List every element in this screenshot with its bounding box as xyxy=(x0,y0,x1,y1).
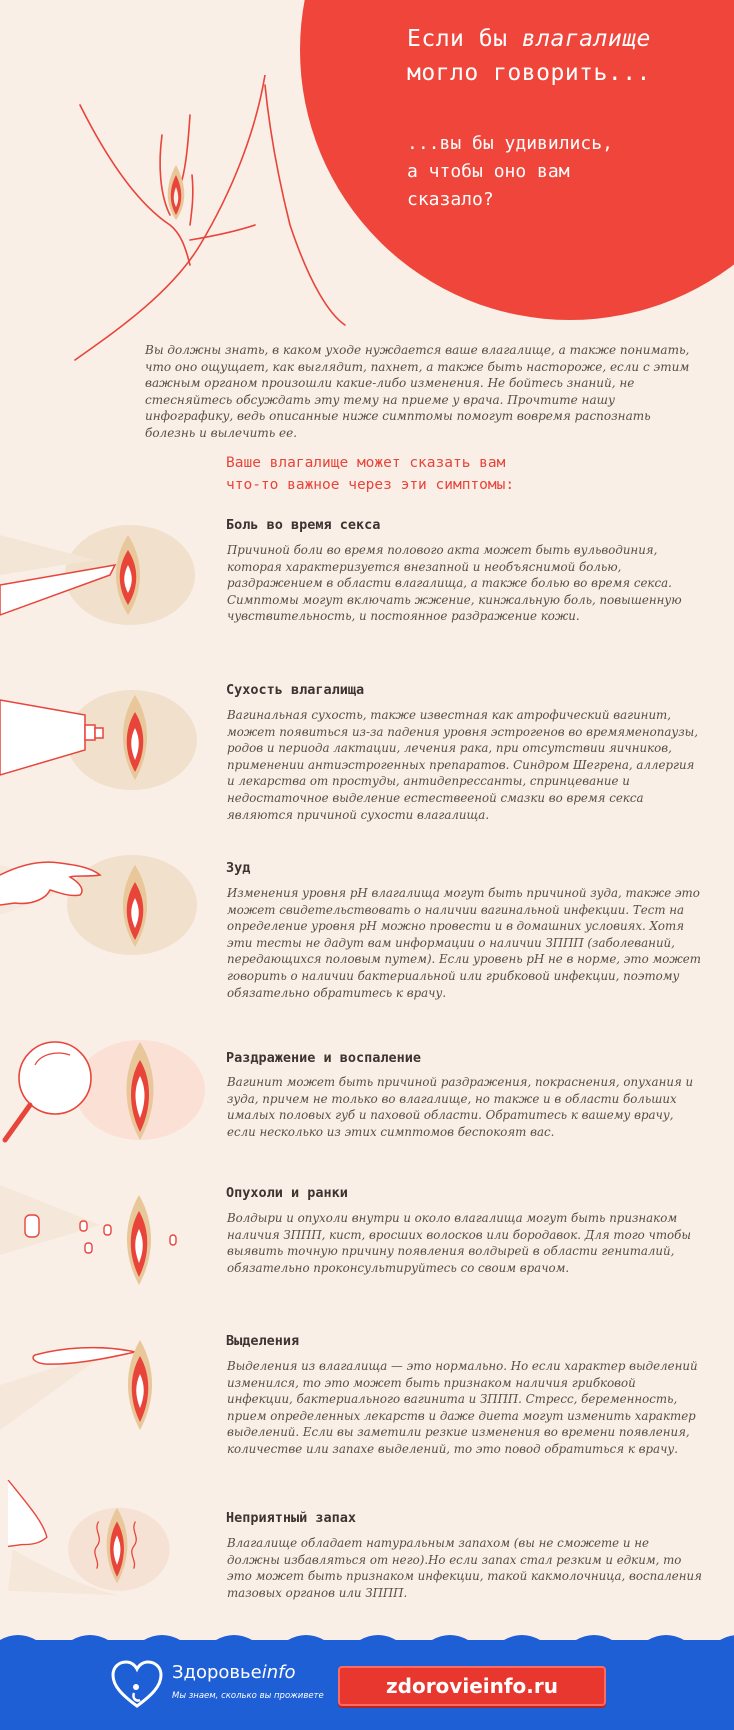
section-text: Выделения из влагалища — это нормально. Но если характер выделений изменился, то это может быть признаком наличия грибковой инфекции, бактериального вагинита и ЗППП. Стресс, беременность, прием определенных лекарств и даже диета могут изменить характер выделений. Если вы заметили резкие изменения во времени появления, количестве или запахе выделений, то это повод обратиться к врачу. xyxy=(227,1359,698,1456)
section-text: Волдыри и опухоли внутри и около влагалища могут быть признаком наличия ЗППП, кист, вросших волосков или бородавок. Для того чтобы выявить точную причину появления волдырей в области гениталий, обязательно проконсультируйтесь со своим врачом. xyxy=(227,1211,691,1275)
hero-title-part1: Если бы xyxy=(407,26,522,52)
logo-name-part1: Здоровье xyxy=(172,1662,262,1683)
hero-subtitle-line1: ...вы бы удивились, xyxy=(407,133,613,154)
symptoms-lead xyxy=(226,452,646,496)
intro-paragraph: Вы должны знать, в каком уходе нуждается ваше влагалище, а также понимать, что оно ощущает, как выглядит, пахнет, а также быть настороже, если с этим важным органом произошли какие-либо изменения. Не бойтесь знаний, не стесняйтесь обсуждать эту тему на приеме у врача. Прочтите нашу инфографику, ведь описанные ниже симптомы помогут вовремя распознать болезнь и вылечить ее. xyxy=(145,343,690,440)
hero-subtitle xyxy=(407,130,707,214)
knife-illustration xyxy=(0,515,210,635)
section-title: Сухость влагалища xyxy=(226,682,365,698)
hero-title-line2: могло говорить... xyxy=(407,60,651,86)
section-title: Раздражение и воспаление xyxy=(226,1050,422,1066)
symptoms-lead-line1: Ваше влагалище может сказать вам xyxy=(226,455,506,471)
hero-subtitle-line2: а чтобы оно вам xyxy=(407,161,570,182)
logo-tagline: Мы знаем, сколько вы проживете xyxy=(172,1691,324,1701)
magnifier-illustration xyxy=(0,1040,210,1160)
hero-subtitle-line3: сказало? xyxy=(407,189,494,210)
section-text: Вагинальная сухость, также известная как атрофический вагинит, может появиться из-за падения уровня эстрогенов во времяменопаузы, родов и периода лактации, лечения рака, при отсутствии яичников, применении антиэстрогенных препаратов. Синдром Шегрена, аллергия и лекарства от простуды, антидепрессанты, спринцевание и недостаточное выделение естествееной смазки во время секса являются причиной сухости влагалища. xyxy=(227,708,699,822)
hand-illustration xyxy=(0,855,210,975)
logo-name-part2: info xyxy=(261,1662,296,1683)
bumps-illustration xyxy=(0,1185,210,1305)
section-text: Изменения уровня pH влагалища могут быть причиной зуда, также это может свидетельствовать о наличии вагинальной инфекции. Тест на определение уровня pH можно провести и в домашних условиях. Хотя эти тесты не дадут вам информации о наличии ЗППП (заболеваний, передающихся половым путем). Если уровень pH не в норме, это может говорить о наличии бактериальной или грибковой инфекции, поэтому обязательно обратитесь к врачу. xyxy=(227,886,701,1000)
symptoms-lead-line2: что-то важное через эти симптомы: xyxy=(226,477,515,493)
nose-illustration xyxy=(0,1480,210,1600)
section-text: Влагалище обладает натуральным запахом (вы не сможете и не должны избавляться от него).Но если запах стал резким и едким, то это может быть признаком инфекции, такой какмолочница, воспаления тазовых органов или ЗППП. xyxy=(227,1536,702,1600)
website-button[interactable]: zdorovieinfo.ru xyxy=(338,1666,606,1706)
section-title: Неприятный запах xyxy=(226,1510,357,1526)
section-text: Вагинит может быть причиной раздражения, покраснения, опухания и зуда, причем не только во влагалище, но также и в области больших ималых половых губ и паховой области. Обратитесь к вашему врачу, если несколько из этих симптомов беспокоят вас. xyxy=(227,1075,694,1139)
section-title: Боль во время секса xyxy=(226,517,381,533)
logo-name[interactable] xyxy=(172,1662,296,1683)
discharge-illustration xyxy=(0,1330,210,1450)
section-title: Зуд xyxy=(226,860,251,876)
section-title: Выделения xyxy=(226,1333,300,1349)
lubricant-tube-illustration xyxy=(0,680,210,800)
section-text: Причиной боли во время полового акта может быть вульводиния, которая характеризуется внезапной и необъяснимой болью, раздражением в области влагалища, а также болью во время секса. Симптомы могут включать жжение, кинжальную боль, повышенную чувствительность, и постоянное раздражение кожи. xyxy=(227,543,682,624)
body-line-illustration xyxy=(70,75,350,365)
section-title: Опухоли и ранки xyxy=(226,1185,348,1201)
hero-title xyxy=(407,22,727,90)
heart-logo-icon[interactable] xyxy=(110,1660,164,1710)
hero-title-emphasis: влагалище xyxy=(521,26,651,52)
